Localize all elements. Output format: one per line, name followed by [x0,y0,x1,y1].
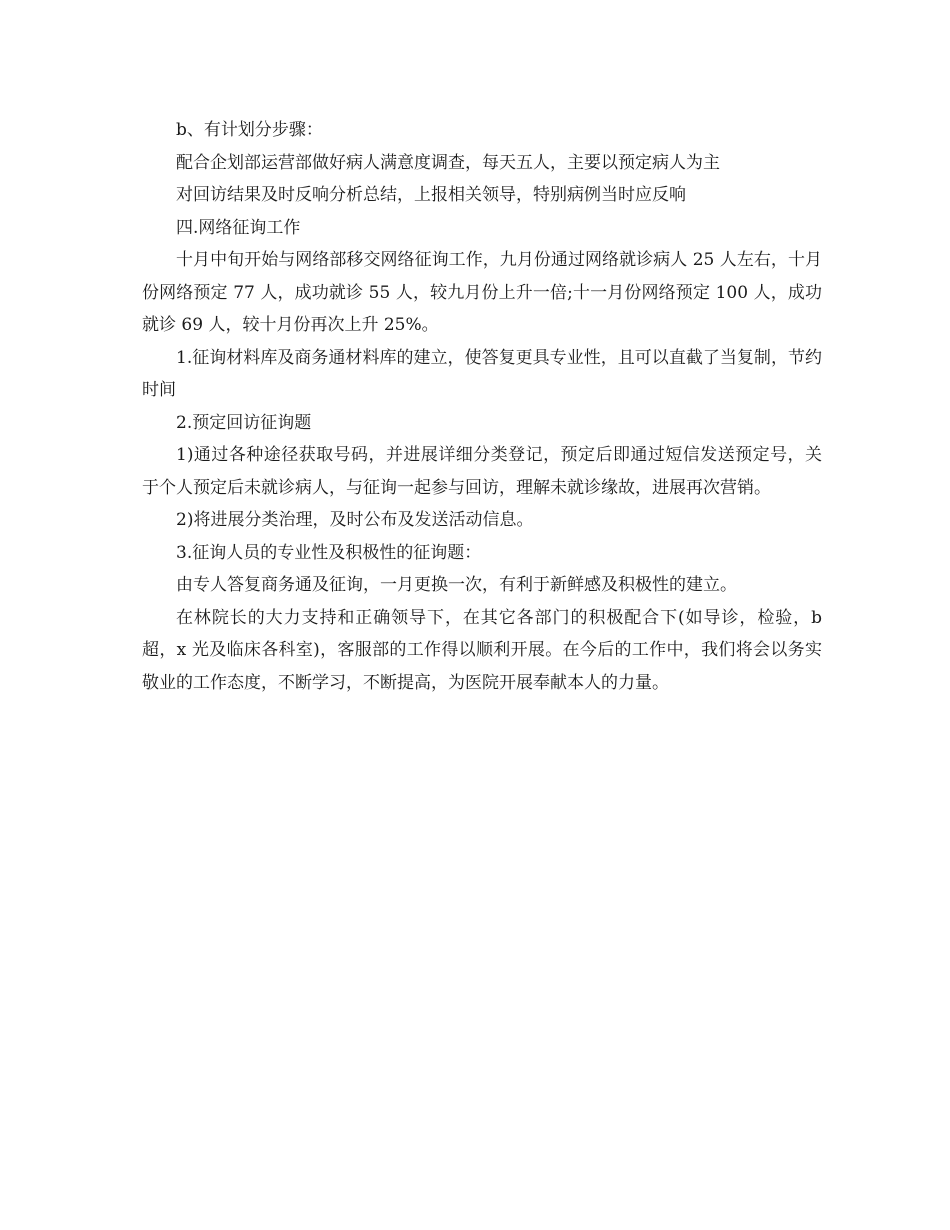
paragraph-staff-detail: 由专人答复商务通及征询，一月更换一次，有利于新鲜感及积极性的建立。 [176,575,737,595]
paragraph-booking-detail: 1)通过各种途径获取号码，并进展详细分类登记，预定后即通过短信发送预定号，关于个人预定后未就诊病人，与征询一起参与回访，理解未就诊缘故，进展再次营销。 [142,445,822,498]
paragraph-booking-heading: 2.预定回访征询题 [176,412,312,433]
paragraph-step-heading: b、有计划分步骤： [176,120,323,140]
section-heading-network: 四.网络征询工作 [176,217,301,238]
paragraph-followup: 对回访结果及时反响分析总结，上报相关领导，特别病例当时应反响 [176,185,686,205]
paragraph-network-stats: 十月中旬开始与网络部移交网络征询工作，九月份通过网络就诊病人 25 人左右，十月份网络预定 77 人，成功就诊 55 人，较九月份上升一倍;十一月份网络预定 100 人，成功就诊 69 人，较十月份再次上升 25%。 [142,250,822,335]
paragraph-material-library: 1.征询材料库及商务通材料库的建立，使答复更具专业性，且可以直截了当复制，节约时间 [142,347,822,400]
document-body [142,114,822,699]
paragraph-staff-heading: 3.征询人员的专业性及积极性的征询题： [176,542,482,563]
paragraph-classification: 2)将进展分类治理，及时公布及发送活动信息。 [176,510,534,530]
paragraph-survey: 配合企划部运营部做好病人满意度调查，每天五人，主要以预定病人为主 [176,152,720,173]
paragraph-conclusion: 在林院长的大力支持和正确领导下，在其它各部门的积极配合下(如导诊，检验，b 超，x 光及临床各科室)，客服部的工作得以顺利开展。在今后的工作中，我们将会以务实敬业的工作态度，不断学习，不断提高，为医院开展奉献本人的力量。 [142,607,822,693]
